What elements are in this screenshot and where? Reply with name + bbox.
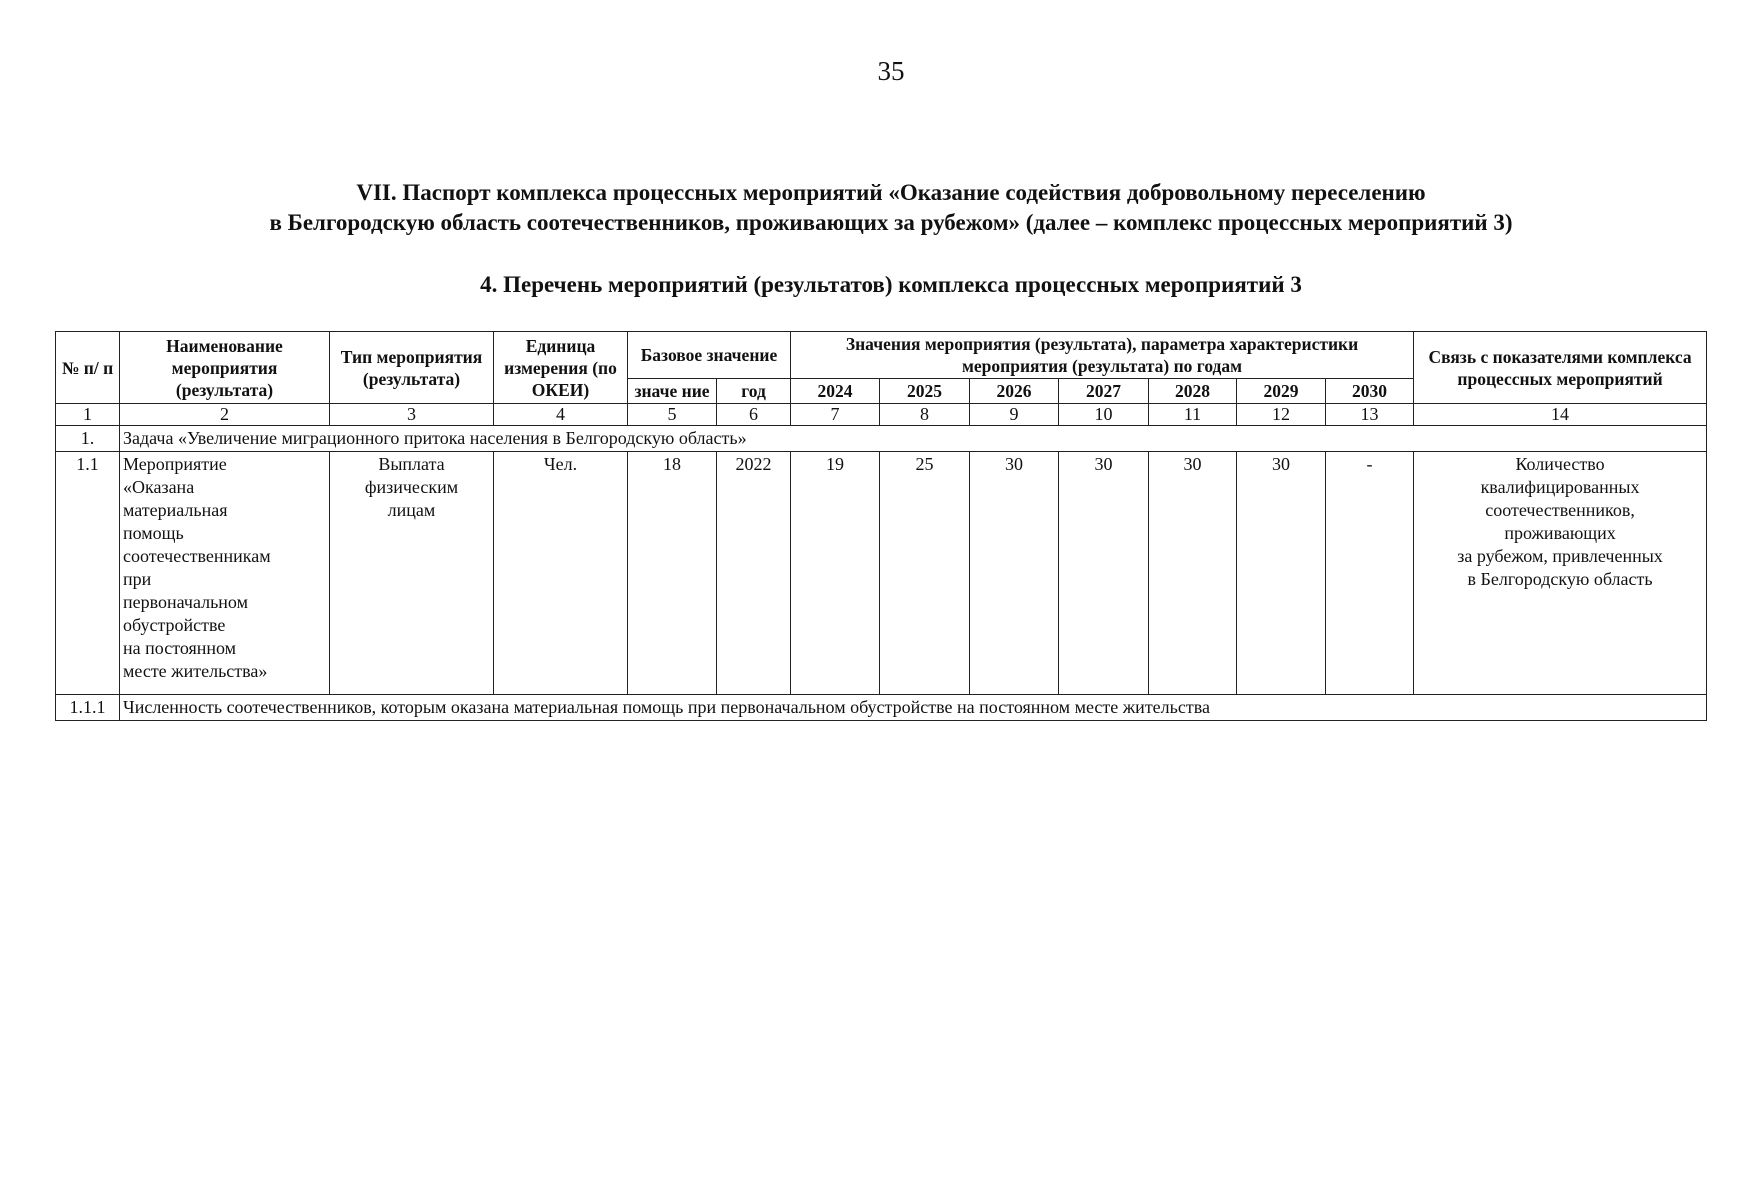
column-number: 7 xyxy=(791,404,880,426)
activity-name-line: «Оказана xyxy=(123,477,195,497)
header-unit: Единица измерения (по ОКЕИ) xyxy=(494,332,628,404)
document-title xyxy=(0,178,1760,238)
header-year: 2028 xyxy=(1149,379,1237,404)
activity-value-2027: 30 xyxy=(1059,452,1149,695)
column-number: 12 xyxy=(1237,404,1326,426)
column-number: 6 xyxy=(717,404,791,426)
activity-link-line: в Белгородскую область xyxy=(1467,569,1653,589)
activity-name-line: соотечественникам xyxy=(123,546,271,566)
activity-link-line: квалифицированных xyxy=(1480,477,1640,497)
header-link: Связь с показателями комплекса процессных мероприятий xyxy=(1414,332,1707,404)
column-number: 9 xyxy=(970,404,1059,426)
activity-name-line: при xyxy=(123,569,152,589)
activity-name-line: месте жительства» xyxy=(123,661,268,681)
activity-name-line: первоначальном xyxy=(123,592,248,612)
header-year: 2027 xyxy=(1059,379,1149,404)
column-number: 11 xyxy=(1149,404,1237,426)
header-year: 2025 xyxy=(880,379,970,404)
activity-row xyxy=(56,452,1707,695)
activity-link-line: соотечественников, xyxy=(1485,500,1635,520)
activity-base-value: 18 xyxy=(628,452,717,695)
characteristic-row xyxy=(56,695,1707,721)
column-number: 13 xyxy=(1326,404,1414,426)
activity-name-line: на постоянном xyxy=(123,638,237,658)
column-number: 1 xyxy=(56,404,120,426)
header-base: Базовое значение xyxy=(628,332,791,379)
header-base-year: год xyxy=(717,379,791,404)
title-line-2: в Белгородскую область соотечественников, проживающих за рубежом» (далее – комплекс процессных мероприятий 3) xyxy=(269,210,1513,235)
column-number: 4 xyxy=(494,404,628,426)
header-name: Наименование мероприятия (результата) xyxy=(120,332,330,404)
task-text: Задача «Увеличение миграционного притока населения в Белгородскую область» xyxy=(120,426,1707,452)
column-number: 10 xyxy=(1059,404,1149,426)
activity-value-2028: 30 xyxy=(1149,452,1237,695)
activity-value-2026: 30 xyxy=(970,452,1059,695)
column-number: 2 xyxy=(120,404,330,426)
section-subtitle: 4. Перечень мероприятий (результатов) комплекса процессных мероприятий 3 xyxy=(480,272,1302,297)
header-values-group: Значения мероприятия (результата), параметра характеристики мероприятия (результата) по годам xyxy=(791,332,1414,379)
activity-name-line: обустройстве xyxy=(123,615,226,635)
header-year: 2030 xyxy=(1326,379,1414,404)
column-number-row xyxy=(56,404,1707,426)
activity-link xyxy=(1414,452,1707,695)
column-number: 3 xyxy=(330,404,494,426)
header-num: № п/ п xyxy=(56,332,120,404)
activity-unit: Чел. xyxy=(494,452,628,695)
column-number: 14 xyxy=(1414,404,1707,426)
activities-table xyxy=(55,331,1707,721)
header-row-1 xyxy=(56,332,1707,379)
column-number: 8 xyxy=(880,404,970,426)
activity-value-2029: 30 xyxy=(1237,452,1326,695)
activity-name-line: Мероприятие xyxy=(123,454,227,474)
task-number: 1. xyxy=(56,426,120,452)
activity-number: 1.1 xyxy=(56,452,120,695)
activity-name xyxy=(120,452,330,695)
header-year: 2029 xyxy=(1237,379,1326,404)
activity-name-line: помощь xyxy=(123,523,184,543)
activity-base-year: 2022 xyxy=(717,452,791,695)
column-number: 5 xyxy=(628,404,717,426)
activity-value-2025: 25 xyxy=(880,452,970,695)
activity-name-line: материальная xyxy=(123,500,228,520)
page-number: 35 xyxy=(877,56,905,86)
activity-link-line: за рубежом, привлеченных xyxy=(1457,546,1663,566)
activity-type-line: физическим xyxy=(364,477,459,497)
header-year: 2024 xyxy=(791,379,880,404)
characteristic-text: Численность соотечественников, которым оказана материальная помощь при первоначальном обустройстве на постоянном месте жительства xyxy=(120,695,1707,721)
task-row xyxy=(56,426,1707,452)
header-type: Тип мероприятия (результата) xyxy=(330,332,494,404)
activity-type-line: Выплата xyxy=(378,454,445,474)
activity-value-2024: 19 xyxy=(791,452,880,695)
activity-link-line: проживающих xyxy=(1504,523,1616,543)
activity-type xyxy=(330,452,494,695)
activity-value-2030: - xyxy=(1326,452,1414,695)
header-base-value: значе ние xyxy=(628,379,717,404)
activity-type-line: лицам xyxy=(387,500,436,520)
activity-link-line: Количество xyxy=(1515,454,1605,474)
characteristic-number: 1.1.1 xyxy=(56,695,120,721)
header-year: 2026 xyxy=(970,379,1059,404)
title-line-1: VII. Паспорт комплекса процессных мероприятий «Оказание содействия добровольному переселению xyxy=(356,180,1426,205)
